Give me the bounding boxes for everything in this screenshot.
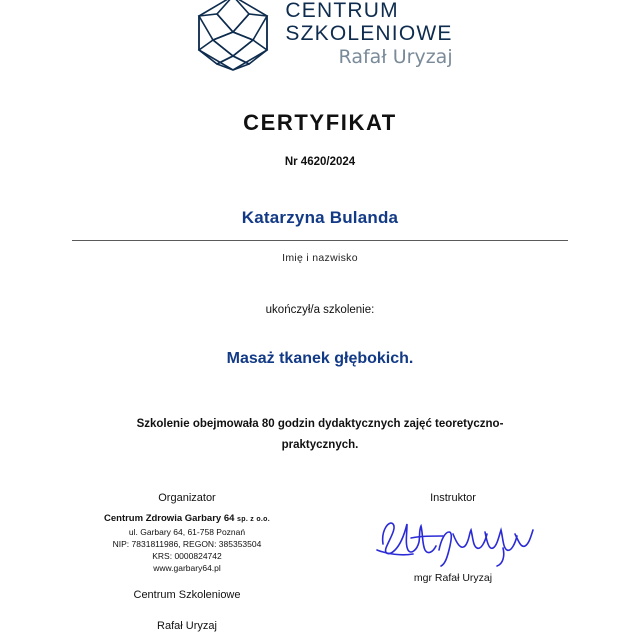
organizer-company-name: Centrum Zdrowia Garbary 64: [104, 513, 235, 524]
instructor-heading: Instruktor: [430, 492, 476, 504]
instructor-block: [338, 492, 568, 632]
instructor-name: mgr Rafał Uryzaj: [413, 572, 493, 584]
logo-line-2: SZKOLENIOWE: [285, 21, 453, 45]
completed-label: ukończył/a szkolenie:: [265, 304, 375, 316]
name-divider: [72, 240, 568, 241]
organizer-address: ul. Garbary 64, 61-758 Poznań: [128, 527, 246, 537]
recipient-name: Katarzyna Bulanda: [241, 208, 399, 227]
organizer-sub-line-2: Rafał Uryzaj: [157, 620, 217, 632]
organizer-website: www.garbary64.pl: [153, 563, 221, 573]
logo-block: [150, 0, 490, 72]
page-title: CERTYFIKAT: [243, 110, 397, 135]
course-description-line-2: praktycznych.: [281, 439, 359, 452]
course-description: [100, 414, 540, 457]
certificate-number: Nr 4620/2024: [284, 156, 356, 168]
footer: [0, 492, 640, 632]
polygonal-diamond-logo-icon: [187, 0, 279, 72]
organizer-block: [72, 492, 302, 632]
organizer-company: [104, 513, 270, 524]
logo-line-1: CENTRUM: [285, 0, 399, 22]
organizer-company-suffix: sp. z o.o.: [237, 516, 270, 523]
logo-wordmark: [285, 0, 452, 67]
organizer-sub-line-1: Centrum Szkoleniowe: [133, 589, 241, 601]
recipient-caption: Imię i nazwisko: [282, 252, 358, 264]
logo-line-3: Rafał Uryzaj: [338, 45, 453, 68]
signature-scribble-icon: [353, 510, 553, 568]
organizer-ids: NIP: 7831811986, REGON: 385353504: [112, 539, 262, 549]
course-description-line-1: Szkolenie obejmowała 80 godzin dydaktycznych zajęć teoretyczno-: [136, 418, 504, 430]
organizer-krs: KRS: 0000824742: [152, 551, 222, 561]
organizer-heading: Organizator: [158, 492, 216, 504]
course-name: Masaż tkanek głębokich.: [226, 350, 414, 367]
